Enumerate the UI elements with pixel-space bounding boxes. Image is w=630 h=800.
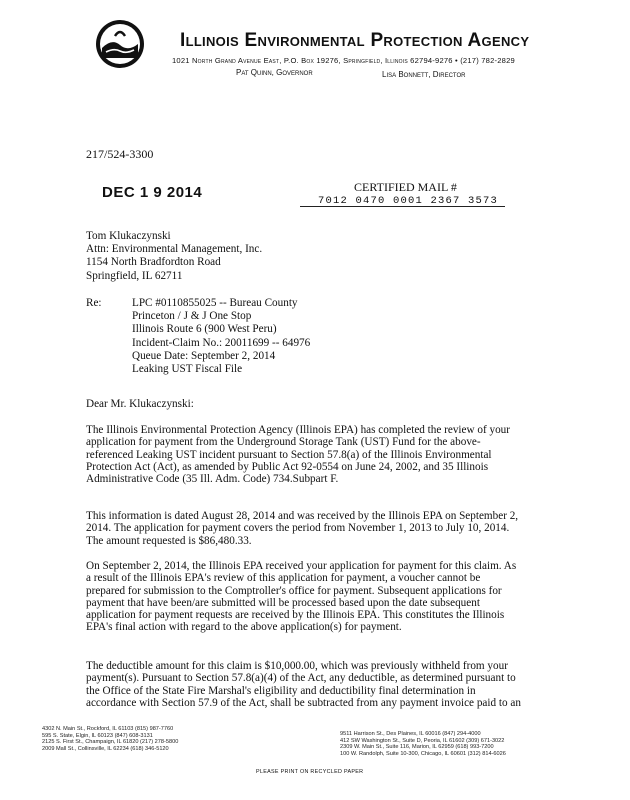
footer-office-line: 100 W. Randolph, Suite 10-300, Chicago, IL 60601 (312) 814-6026 [340, 750, 506, 757]
reference-line: Queue Date: September 2, 2014 [132, 349, 276, 362]
phone-number: 217/524-3300 [86, 147, 154, 161]
agency-name: Illinois Environmental Protection Agency [180, 30, 530, 51]
governor-name: Pat Quinn, Governor [236, 68, 313, 77]
reference-label: Re: [86, 297, 102, 309]
paragraph-line: The amount requested is $86,480.33. [86, 534, 252, 547]
footer-office-line: 4302 N. Main St., Rockford, IL 61103 (815) 987-7760 [42, 726, 174, 732]
recipient-line: 1154 North Bradfordton Road [86, 256, 221, 269]
paragraph-line: a result of the Illinois EPA's review of this application for payment, a voucher cannot be [86, 572, 481, 585]
reference-line: Incident-Claim No.: 20011699 -- 64976 [132, 336, 311, 349]
certified-mail-number: 7012 0470 0001 2367 3573 [318, 195, 499, 207]
footer-office-line: 9511 Harrison St., Des Plaines, IL 60016 (847) 294-4000 [340, 731, 481, 737]
illinois-epa-seal-logo [94, 18, 146, 70]
paragraph-line: The Illinois Environmental Protection Agency (Illinois EPA) has completed the review of your [86, 424, 510, 436]
recipient-address [86, 230, 262, 283]
paragraph-line: This information is dated August 28, 2014 and was received by the Illinois EPA on September 2, [86, 510, 519, 522]
agency-address: 1021 North Grand Avenue East, P.O. Box 19276, Springfield, Illinois 62794-9276 • (217) 782-2829 [172, 56, 515, 65]
paragraph-line: Administrative Code (35 Ill. Adm. Code) 734.Subpart F. [86, 473, 339, 486]
paragraph-line: On September 2, 2014, the Illinois EPA received your application for payment for this claim. As [86, 560, 517, 572]
footer-offices-left [42, 726, 178, 752]
paragraph-line: payment that have been/are submitted will be processed based upon the date subsequent [86, 596, 480, 609]
reference-line: Princeton / J & J One Stop [132, 310, 252, 323]
recipient-line: Attn: Environmental Management, Inc. [86, 243, 263, 256]
paragraph-line: accordance with Section 57.9 of the Act, shall be subtracted from any payment invoice paid to an [86, 696, 521, 709]
body-paragraph-1 [86, 424, 534, 485]
recipient-line: Tom Klukaczynski [86, 230, 171, 242]
paragraph-line: referenced Leaking UST incident pursuant to Section 57.8(a) of the Illinois Environmental [86, 448, 492, 461]
footer-offices-right [340, 731, 506, 757]
paragraph-line: The deductible amount for this claim is $10,000.00, which was previously withheld from your [86, 660, 508, 672]
salutation: Dear Mr. Klukaczynski: [86, 398, 194, 410]
recycled-paper-note: PLEASE PRINT ON RECYCLED PAPER [256, 769, 364, 775]
paragraph-line: Protection Act (Act), as amended by Public Act 92-0554 on June 24, 2002, and 35 Illinois [86, 460, 489, 473]
paragraph-line: payment(s). Pursuant to Section 57.8(a)(4) of the Act, any deductible, as determined pursuant to [86, 672, 516, 685]
paragraph-line: EPA's final action with regard to the above application(s) for payment. [86, 621, 402, 634]
paragraph-line: 2014. The application for payment covers the period from November 1, 2013 to July 10, 2014. [86, 522, 510, 535]
body-paragraph-4 [86, 660, 534, 709]
footer-office-line: 412 SW Washington St., Suite D, Peoria, IL 61602 (309) 671-3022 [340, 737, 505, 744]
footer-office-line: 595 S. State, Elgin, IL 60123 (847) 608-3131 [42, 732, 153, 739]
footer-office-line: 2125 S. First St., Champaign, IL 61820 (217) 278-5800 [42, 739, 179, 746]
date-stamp: DEC 1 9 2014 [102, 184, 203, 201]
body-paragraph-3 [86, 560, 534, 634]
reference-line: Illinois Route 6 (900 West Peru) [132, 323, 277, 336]
reference-line: Leaking UST Fiscal File [132, 363, 243, 376]
paragraph-line: application for payment requests are received by the Illinois EPA. This constitutes the Illinois [86, 609, 505, 622]
reference-block [132, 297, 310, 376]
certified-mail-label: CERTIFIED MAIL # [354, 180, 457, 194]
director-name: Lisa Bonnett, Director [382, 70, 466, 79]
certified-mail-underline [300, 206, 505, 207]
footer-office-line: 2009 Mall St., Collinsville, IL 62234 (618) 346-5120 [42, 745, 169, 752]
paragraph-line: prepared for submission to the Comptroller's office for payment. Subsequent applications for [86, 584, 502, 597]
body-paragraph-2 [86, 510, 534, 547]
reference-line: LPC #0110855025 -- Bureau County [132, 297, 298, 309]
recipient-line: Springfield, IL 62711 [86, 269, 183, 282]
paragraph-line: the Office of the State Fire Marshal's eligibility and deductibility final determination in [86, 684, 476, 697]
footer-office-line: 2309 W. Main St., Suite 116, Marion, IL 62959 (618) 993-7200 [340, 744, 494, 751]
paragraph-line: application for payment from the Underground Storage Tank (UST) Fund for the above- [86, 436, 481, 449]
